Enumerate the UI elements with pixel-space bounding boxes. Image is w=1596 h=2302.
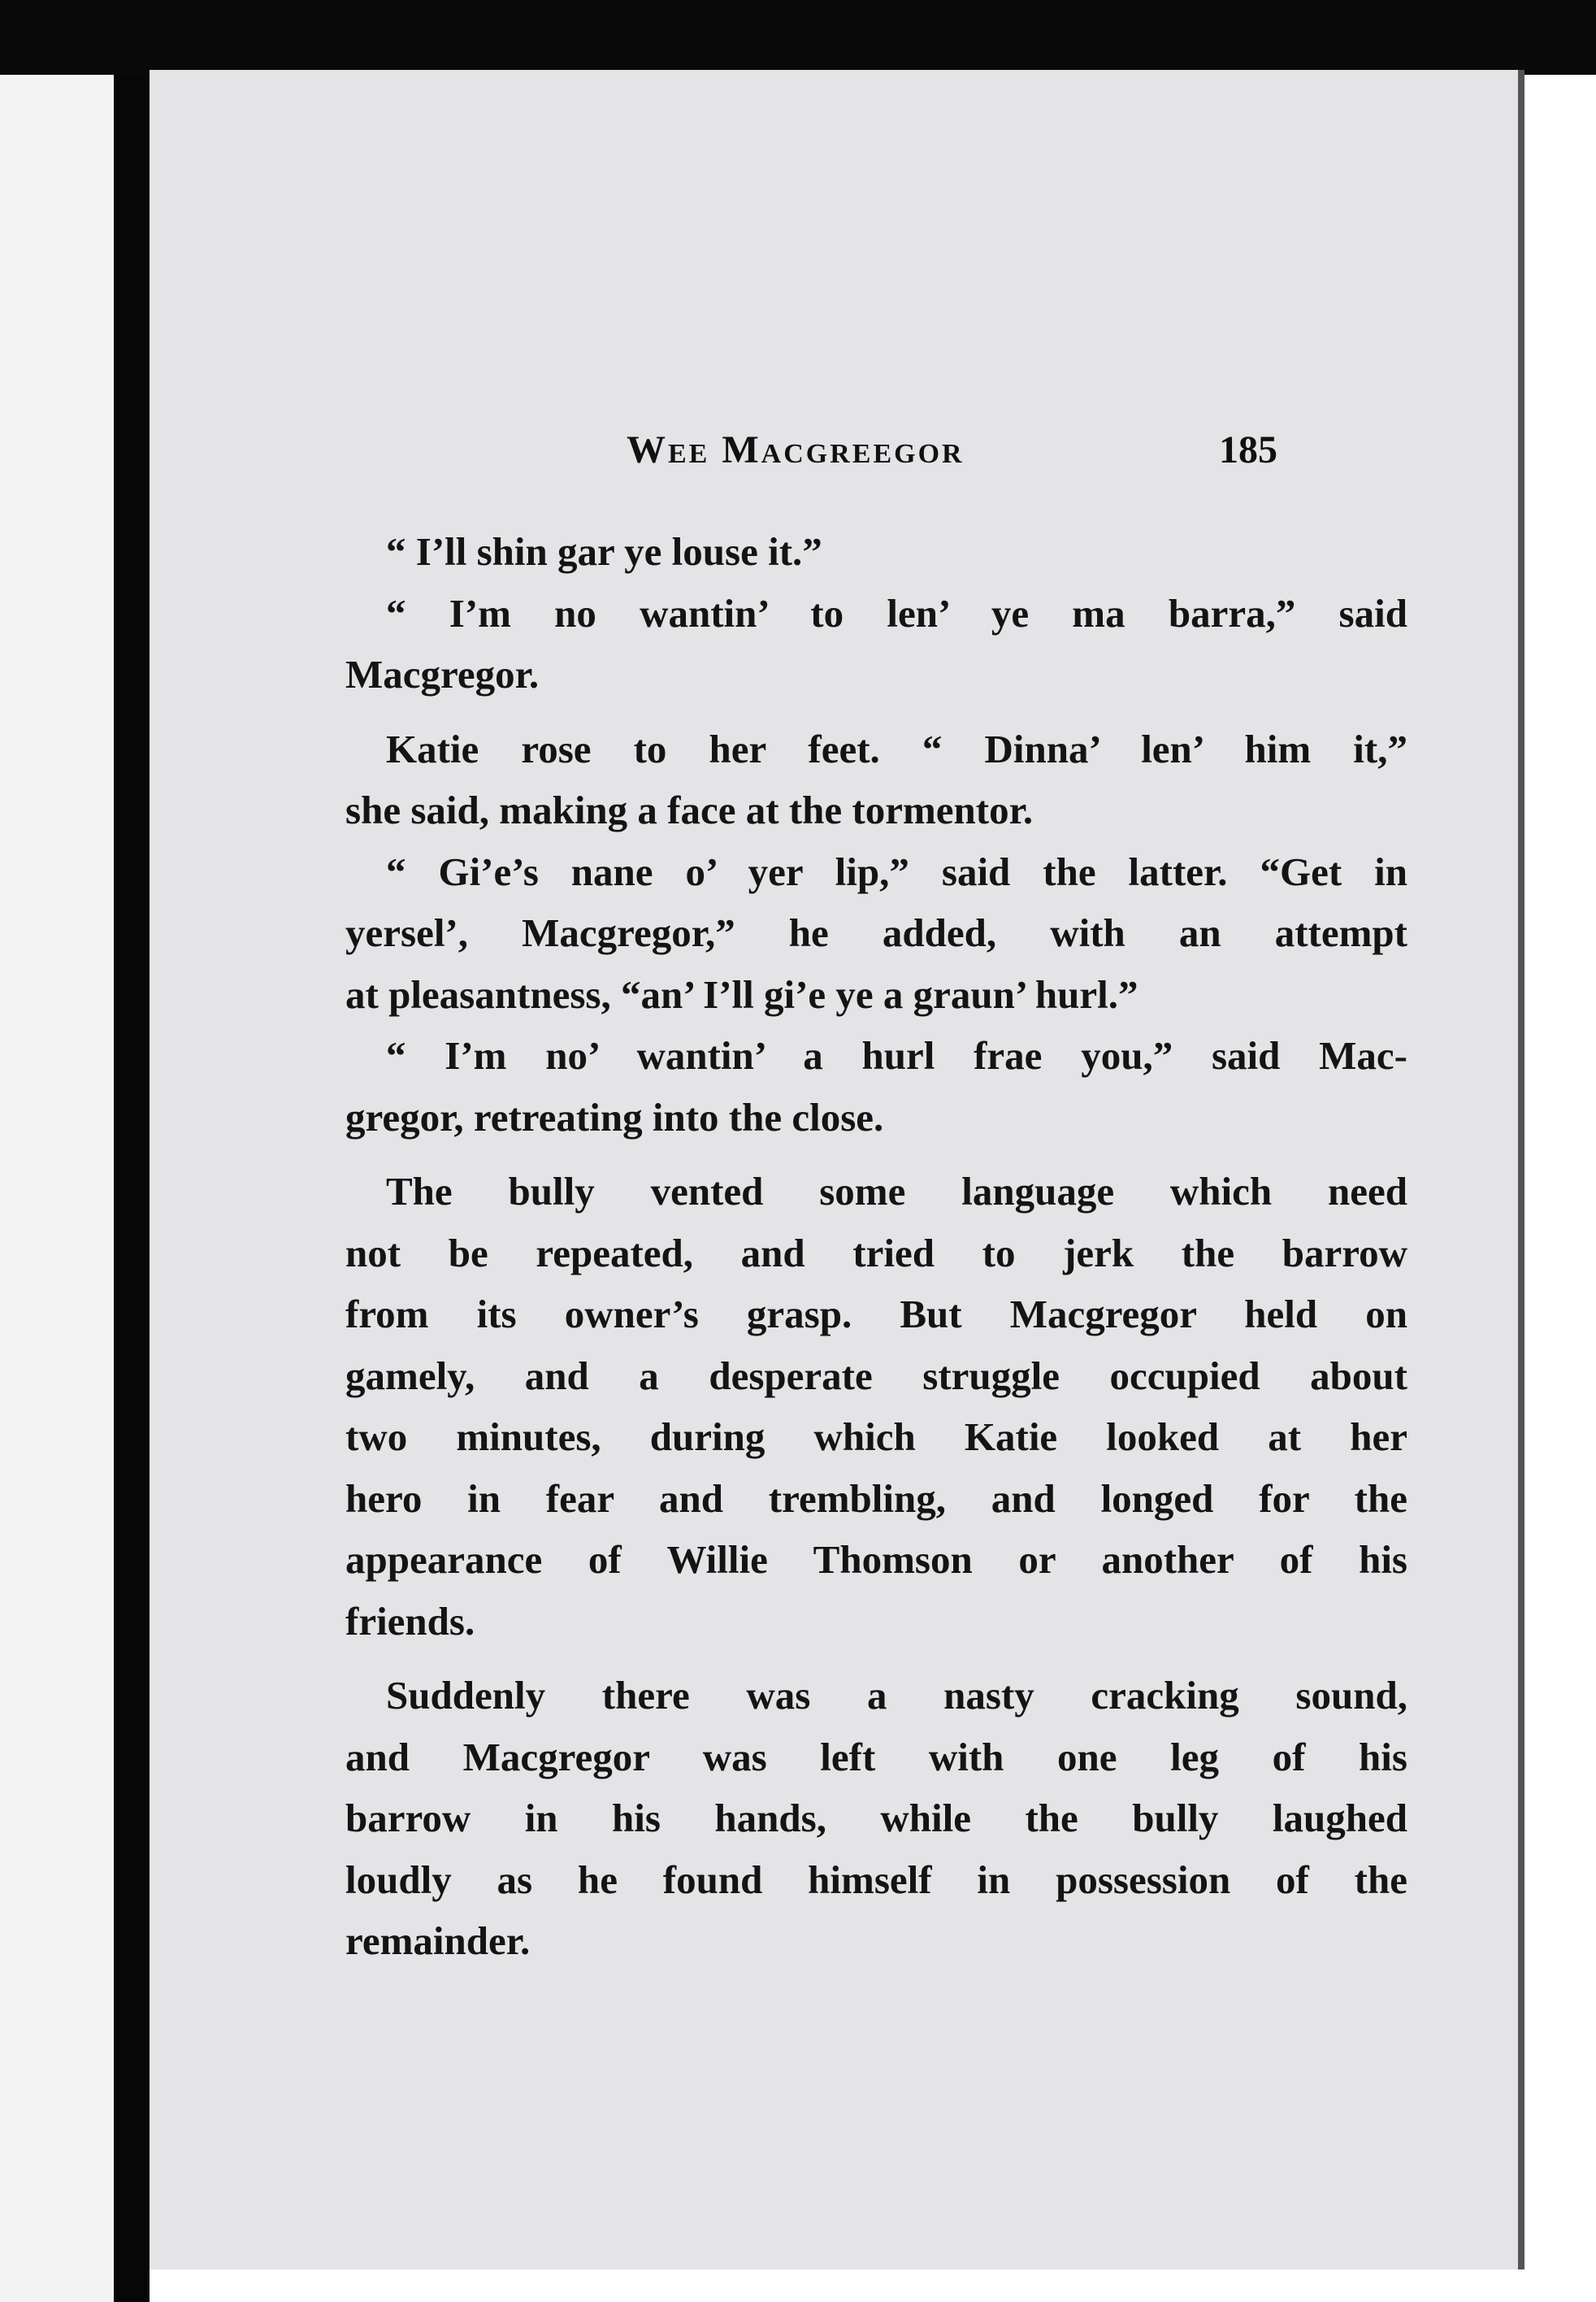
text-line: Katie rose to her feet. “ Dinna’ len’ him it,” xyxy=(386,726,1407,771)
text-line: “ I’m no wantin’ to len’ ye ma barra,” said xyxy=(386,590,1407,636)
page-number: 185 xyxy=(1219,428,1277,471)
text-line: “ Gi’e’s nane o’ yer lip,” said the latter. “Get in xyxy=(386,849,1407,894)
text-line: appearance of Willie Thomson or another of his xyxy=(345,1537,1407,1582)
running-header xyxy=(150,428,1518,493)
text-line: hero in fear and trembling, and longed for the xyxy=(345,1475,1407,1521)
text-line: two minutes, during which Katie looked at her xyxy=(345,1414,1407,1459)
page-right-edge xyxy=(1518,70,1524,2269)
text-line: Suddenly there was a nasty cracking sound, xyxy=(386,1673,1407,1718)
text-line: loudly as he found himself in possession of the xyxy=(345,1857,1407,1902)
text-line: friends. xyxy=(345,1598,475,1644)
facing-page-edge xyxy=(0,75,114,2302)
text-line: barrow in his hands, while the bully laughed xyxy=(345,1796,1407,1840)
text-line: she said, making a face at the tormentor. xyxy=(345,788,1034,832)
text-line: at pleasantness, “an’ I’ll gi’e ye a graun’ hurl.” xyxy=(345,971,1138,1017)
book-gutter xyxy=(114,75,150,2302)
text-line: Macgregor. xyxy=(345,652,540,697)
text-line: not be repeated, and tried to jerk the barrow xyxy=(345,1230,1407,1275)
text-line: from its owner’s grasp. But Macgregor held on xyxy=(345,1292,1407,1336)
text-line: The bully vented some language which need xyxy=(386,1169,1407,1214)
book-page xyxy=(150,70,1518,2269)
text-line: and Macgregor was left with one leg of his xyxy=(345,1734,1407,1779)
text-line: “ I’ll shin gar ye louse it.” xyxy=(386,529,822,574)
running-title: Wee Macgreegor xyxy=(627,428,965,471)
body-text xyxy=(345,521,1407,1972)
text-line: yersel’, Macgregor,” he added, with an attempt xyxy=(345,910,1407,955)
scanner-border-top xyxy=(0,0,1596,75)
text-line: gregor, retreating into the close. xyxy=(345,1094,884,1140)
text-line: “ I’m no’ wantin’ a hurl frae you,” said Mac- xyxy=(386,1033,1407,1078)
text-line: gamely, and a desperate struggle occupied about xyxy=(345,1353,1407,1398)
text-line: remainder. xyxy=(345,1918,531,1963)
